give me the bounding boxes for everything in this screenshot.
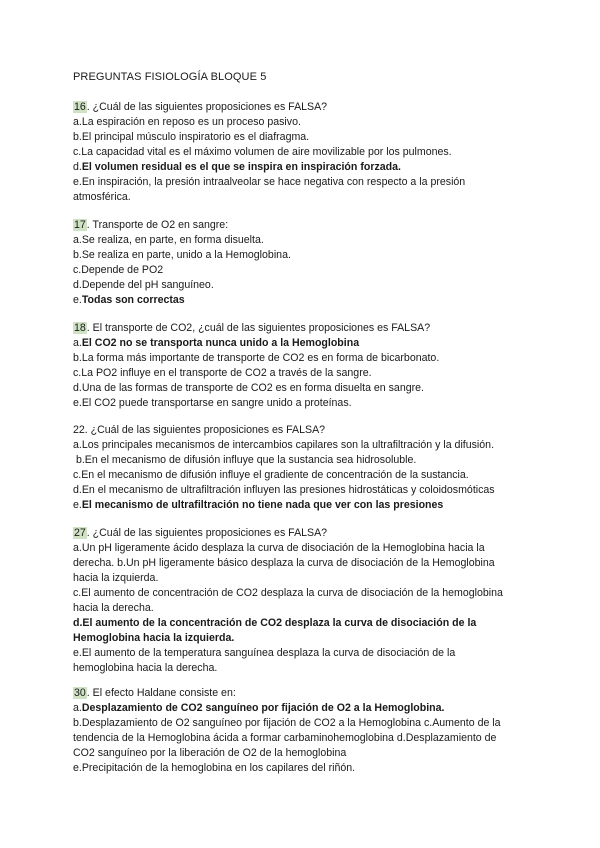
option-prefix: e. — [73, 294, 82, 306]
correct-answer: El volumen residual es el que se inspira en inspiración forzada. — [81, 161, 401, 173]
option-d — [73, 160, 523, 175]
option-b-line1: b.Desplazamiento de O2 sanguíneo por fijación de CO2 a la Hemoglobina c.Aumento de la — [73, 717, 501, 729]
option-a-line2: derecha. b.Un pH ligeramente básico desplaza la curva de disociación de la Hemoglobina — [73, 557, 495, 569]
question-number-highlight: 17 — [74, 219, 86, 231]
question-18 — [73, 321, 523, 411]
option-c-line1: c.El aumento de concentración de CO2 desplaza la curva de disociación de la hemoglobina — [73, 587, 503, 599]
stem-text: . ¿Cuál de las siguientes proposiciones es FALSA? — [86, 527, 328, 539]
option-d: d.Una de las formas de transporte de CO2 es en forma disuelta en sangre. — [73, 382, 424, 394]
option-prefix: e. — [73, 499, 82, 511]
stem-text: . Transporte de O2 en sangre: — [86, 219, 229, 231]
option-a: a.Los principales mecanismos de intercambios capilares son la ultrafiltración y la difusión. — [73, 439, 495, 451]
option-e-line1: e.El aumento de la temperatura sanguínea desplaza la curva de disociación de la — [73, 647, 456, 659]
question-30 — [73, 686, 523, 776]
option-c-line2: hacia la derecha. — [73, 602, 154, 614]
correct-answer-line2: Hemoglobina hacia la izquierda. — [73, 632, 235, 644]
option-b-line2: tendencia de la Hemoglobina ácida a formar carbaminohemoglobina d.Desplazamiento de — [73, 732, 497, 744]
option-a: a.Se realiza, en parte, en forma disuelta. — [73, 234, 264, 246]
correct-answer: Desplazamiento de CO2 sanguíneo por fijación de O2 a la Hemoglobina. — [81, 702, 445, 714]
correct-answer: El CO2 no se transporta nunca unido a la Hemoglobina — [81, 337, 360, 349]
option-prefix: a. — [73, 337, 82, 349]
stem-text: . ¿Cuál de las siguientes proposiciones es FALSA? — [86, 101, 328, 113]
option-b-line3: CO2 sanguíneo por la liberación de O2 de la hemoglobina — [73, 747, 347, 759]
question-stem — [73, 321, 523, 336]
question-17 — [73, 218, 523, 308]
question-stem — [73, 526, 523, 541]
question-number-highlight: 27 — [74, 527, 86, 539]
question-stem — [73, 100, 523, 115]
question-number-highlight: 30 — [74, 687, 86, 699]
question-stem: 22. ¿Cuál de las siguientes proposiciones es FALSA? — [73, 424, 326, 436]
option-e-line2: hemoglobina hacia la derecha. — [73, 662, 218, 674]
option-b: b.La forma más importante de transporte de CO2 es en forma de bicarbonato. — [73, 352, 440, 364]
correct-answer-line1: d.El aumento de la concentración de CO2 desplaza la curva de disociación de la — [73, 617, 477, 629]
option-e: e.El CO2 puede transportarse en sangre unido a proteínas. — [73, 397, 352, 409]
question-number-highlight: 18 — [74, 322, 86, 334]
correct-answer: Todas son correctas — [81, 294, 185, 306]
question-number-highlight: 16 — [74, 101, 86, 113]
option-a — [73, 336, 523, 351]
option-b: b.El principal músculo inspiratorio es el diafragma. — [73, 131, 310, 143]
option-prefix: a. — [73, 702, 82, 714]
option-e-line1: e.En inspiración, la presión intraalveolar se hace negativa con respecto a la presión — [73, 176, 466, 188]
option-c: c.En el mecanismo de difusión influye el gradiente de concentración de la sustancia. — [73, 469, 469, 481]
option-a — [73, 701, 523, 716]
option-e — [73, 293, 523, 308]
option-a-line3: hacia la izquierda. — [73, 572, 159, 584]
stem-text: . El efecto Haldane consiste en: — [86, 687, 236, 699]
option-c: c.La PO2 influye en el transporte de CO2 a través de la sangre. — [73, 367, 372, 379]
option-c: c.Depende de PO2 — [73, 264, 164, 276]
page-title: PREGUNTAS FISIOLOGÍA BLOQUE 5 — [73, 71, 267, 83]
option-prefix: d. — [73, 161, 82, 173]
option-e: e.Precipitación de la hemoglobina en los capilares del riñón. — [73, 762, 356, 774]
question-16 — [73, 100, 523, 205]
option-b: b.Se realiza en parte, unido a la Hemoglobina. — [73, 249, 291, 261]
option-a: a.La espiración en reposo es un proceso pasivo. — [73, 116, 301, 128]
option-e — [73, 498, 523, 513]
option-c: c.La capacidad vital es el máximo volumen de aire movilizable por los pulmones. — [73, 146, 452, 158]
question-stem — [73, 218, 523, 233]
option-b: b.En el mecanismo de difusión influye que la sustancia sea hidrosoluble. — [73, 454, 417, 466]
option-d: d.En el mecanismo de ultrafiltración influyen las presiones hidrostáticas y coloidosmóticas — [73, 484, 495, 496]
question-22 — [73, 423, 523, 513]
question-27 — [73, 526, 523, 676]
option-d: d.Depende del pH sanguíneo. — [73, 279, 214, 291]
option-e-line2: atmosférica. — [73, 191, 131, 203]
option-a-line1: a.Un pH ligeramente ácido desplaza la curva de disociación de la Hemoglobina hacia la — [73, 542, 485, 554]
stem-text: . El transporte de CO2, ¿cuál de las siguientes proposiciones es FALSA? — [86, 322, 431, 334]
correct-answer: El mecanismo de ultrafiltración no tiene nada que ver con las presiones — [81, 499, 444, 511]
question-stem — [73, 686, 523, 701]
